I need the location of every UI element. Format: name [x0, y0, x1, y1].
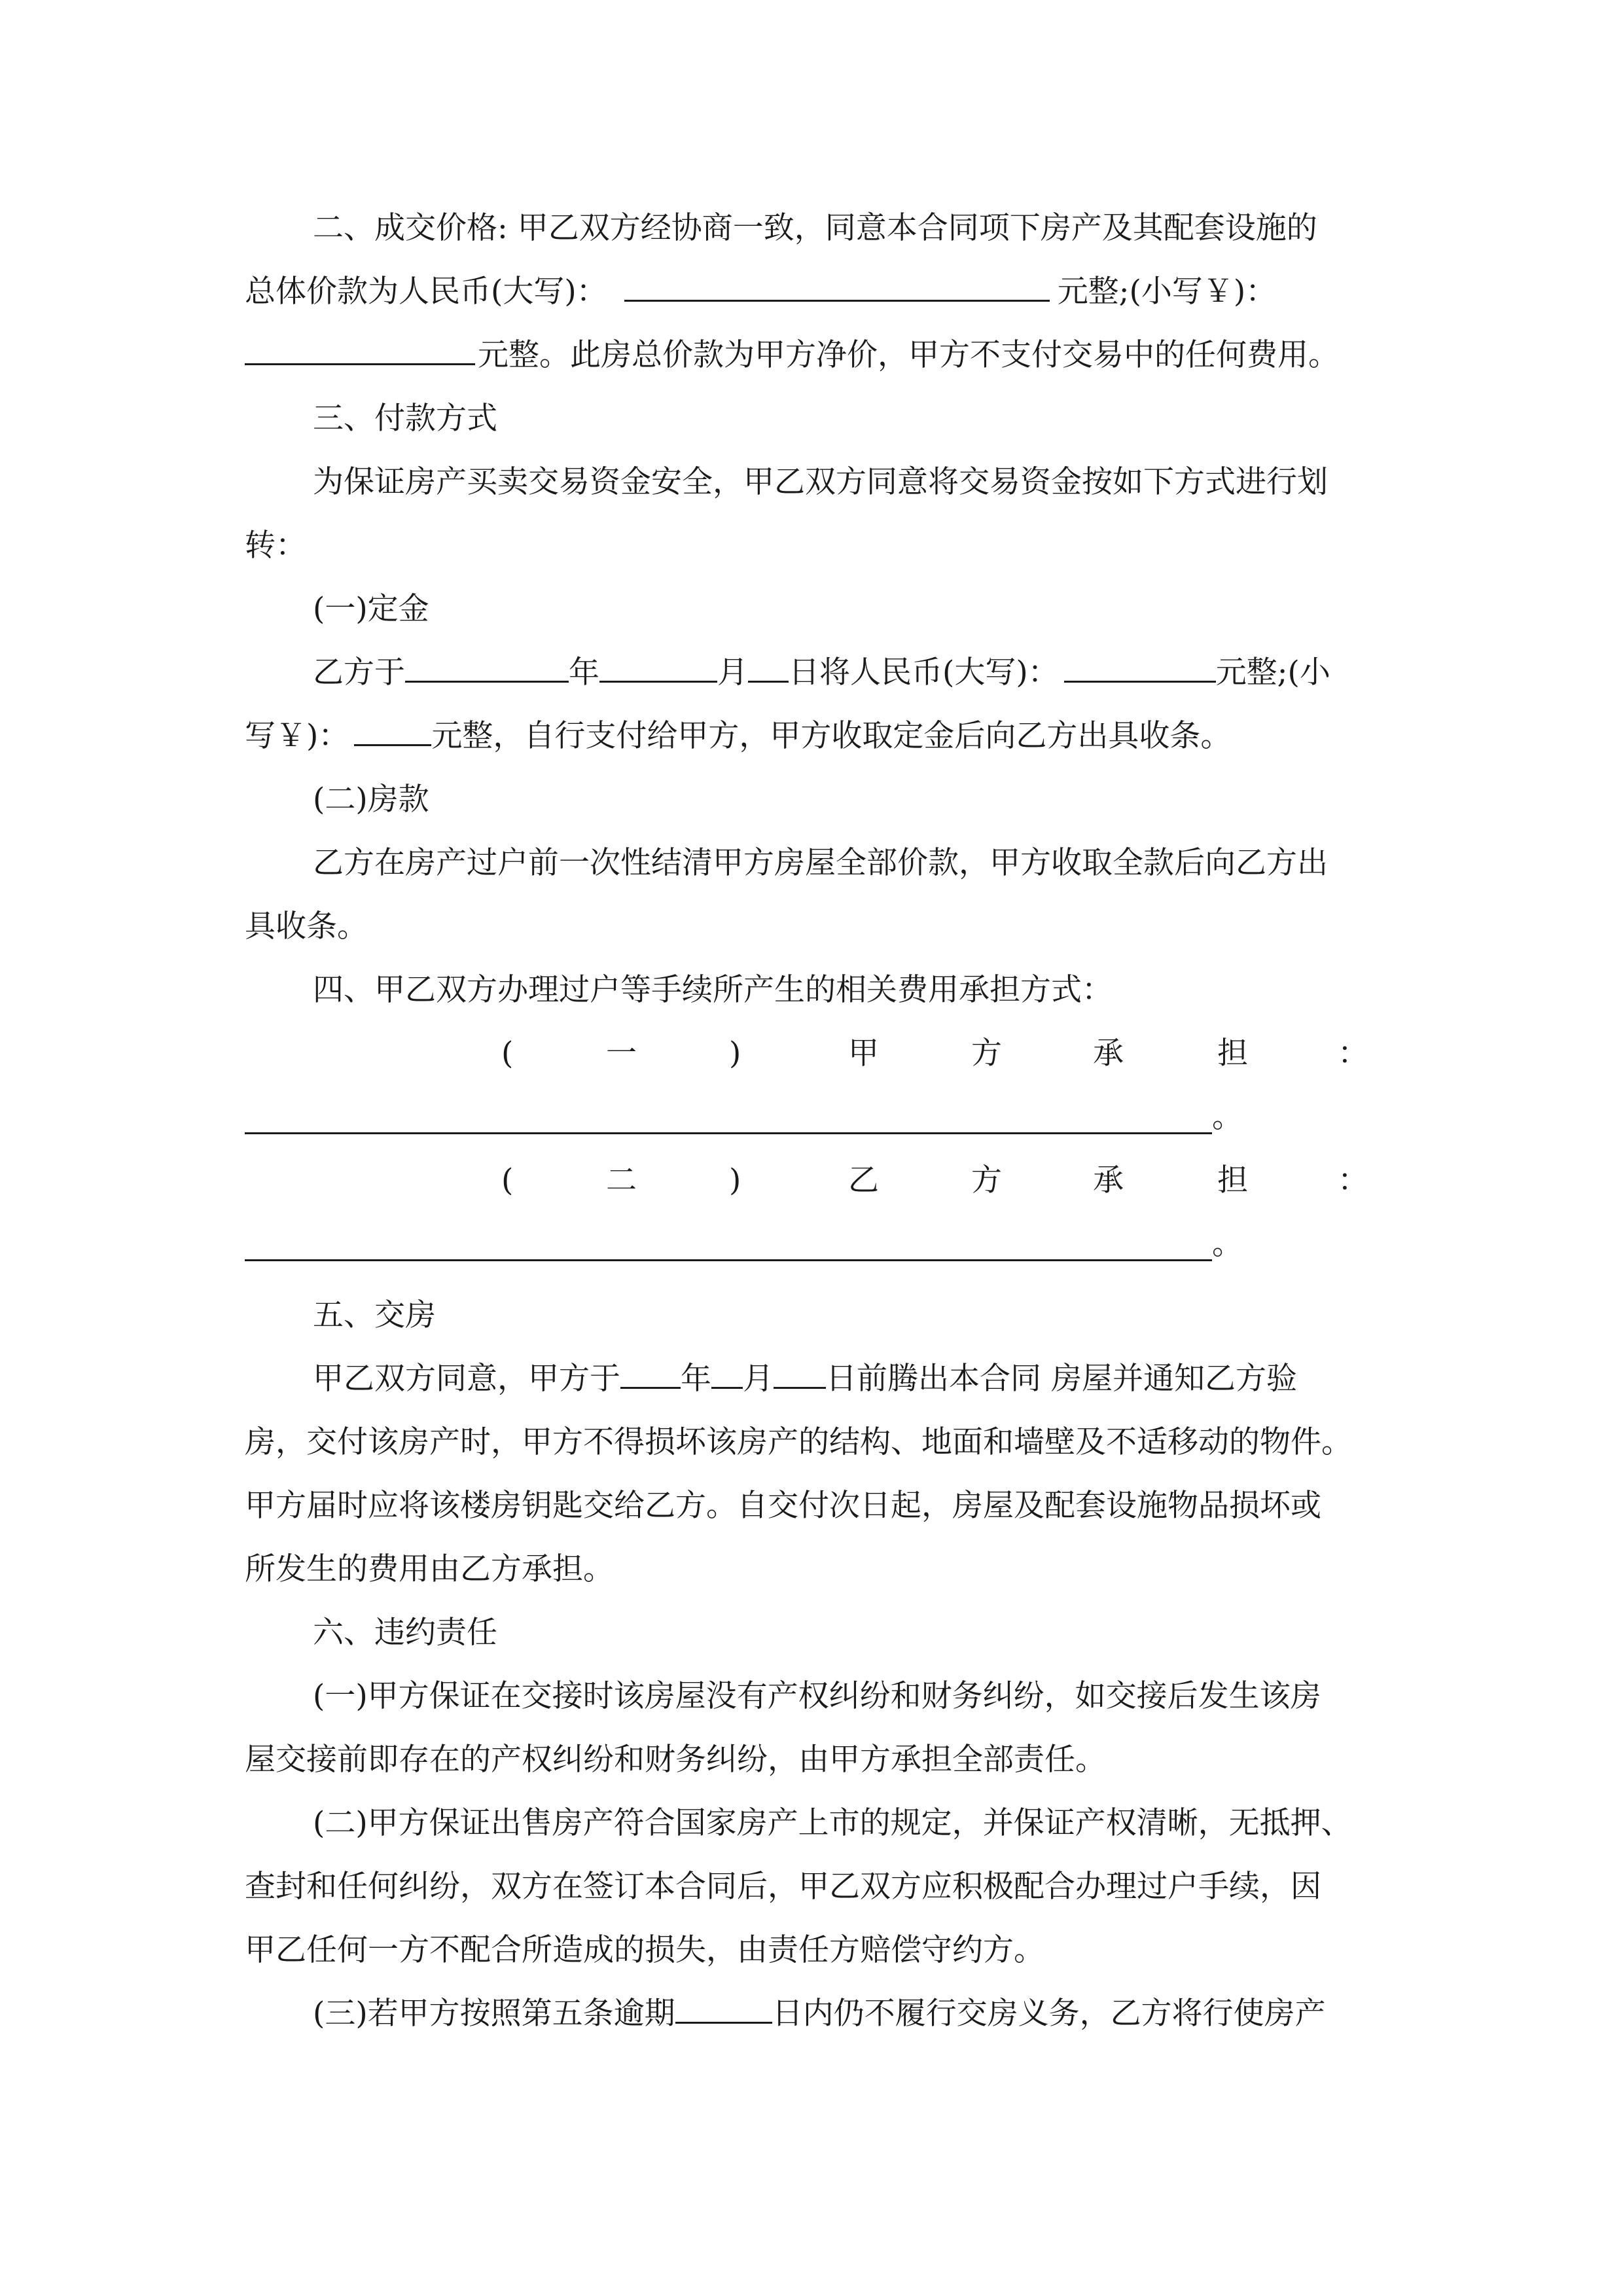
text: 元整;(小 [1215, 655, 1330, 691]
text: 房，交付该房产时，甲方不得损坏该房产的结构、地面和墙壁及不适移动的物件。 [245, 1424, 1352, 1460]
text: 二、成交价格: 甲乙双方经协商一致，同意本合同项下房产及其配套设施的 [313, 210, 1317, 246]
blank-handover-month[interactable] [711, 1352, 743, 1389]
text: 元整;(小写￥)： [1057, 274, 1277, 310]
text: 年 [569, 655, 599, 691]
text: (三)若甲方按照第五条逾期 [313, 1996, 675, 2032]
blank-deposit-month[interactable] [599, 645, 717, 683]
payment-line-2 [245, 895, 1383, 958]
text: 总体价款为人民币(大写)： [245, 274, 607, 310]
text: 二 [606, 1162, 637, 1198]
text: 屋交接前即存在的产权纠纷和财务纠纷，由甲方承担全部责任。 [245, 1742, 1106, 1778]
text: 年 [681, 1361, 711, 1397]
text: 甲方届时应将该楼房钥匙交给乙方。自交付次日起，房屋及配套设施物品损坏或 [245, 1488, 1321, 1524]
clause-4-line-1 [313, 958, 1383, 1022]
heading-deposit [313, 577, 1383, 641]
text: (二)房款 [313, 781, 429, 817]
text: 四、甲乙双方办理过户等手续所产生的相关费用承担方式： [313, 972, 1113, 1008]
blank-handover-year[interactable] [620, 1352, 681, 1389]
text: 甲乙双方同意，甲方于 [313, 1361, 620, 1397]
underline [245, 1132, 1212, 1134]
text: (二)甲方保证出售房产符合国家房产上市的规定，并保证产权清晰，无抵押、 [313, 1805, 1352, 1841]
clause-5-line-1 [313, 1347, 1383, 1410]
text: ( [501, 1162, 514, 1198]
text: ) [729, 1035, 741, 1071]
clause-3-line-2 [245, 514, 1383, 577]
text: 日前腾出本合同 房屋并通知乙方验 [826, 1361, 1297, 1397]
text: ( [501, 1035, 514, 1071]
blank-deposit-lowercase[interactable] [354, 709, 431, 746]
blank-deposit-uppercase[interactable] [1064, 645, 1216, 683]
text: 承 [1093, 1035, 1124, 1071]
text: 乙 [848, 1162, 879, 1198]
blank-deposit-year[interactable] [405, 645, 569, 683]
text: 日将人民币(大写)： [789, 655, 1059, 691]
text: 元整。此房总价款为甲方净价，甲方不支付交易中的任何费用。 [478, 337, 1339, 373]
text: 五、交房 [313, 1297, 436, 1333]
text: 所发生的费用由乙方承担。 [245, 1551, 614, 1587]
text: 月 [743, 1361, 774, 1397]
clause-6-2-line-3 [245, 1918, 1383, 1982]
heading-clause-6 [313, 1601, 1383, 1664]
text: 乙方于 [313, 655, 405, 691]
text: 转： [245, 528, 306, 564]
underline [245, 1259, 1212, 1261]
clause-5-line-3 [245, 1474, 1383, 1537]
clause-6-3-line-1 [313, 1982, 1383, 2045]
blank-total-price-lowercase[interactable] [245, 328, 475, 365]
clause-2-line-3 [245, 323, 1383, 387]
deposit-line-1 [313, 641, 1383, 704]
clause-6-2-line-1 [313, 1791, 1383, 1855]
clause-5-line-4 [245, 1537, 1383, 1601]
text: 日内仍不履行交房义务，乙方将行使房产 [772, 1996, 1326, 2032]
text: 方 [971, 1035, 1002, 1071]
clause-6-1-line-1 [313, 1664, 1383, 1728]
blank-total-price-uppercase[interactable] [624, 264, 1050, 302]
heading-payment [313, 768, 1383, 831]
text: ： [1338, 1162, 1368, 1198]
text: 具收条。 [245, 908, 368, 944]
text: 一 [606, 1035, 637, 1071]
text: 承 [1093, 1162, 1124, 1198]
clause-6-2-line-2 [245, 1855, 1383, 1918]
text: 三、付款方式 [313, 401, 497, 437]
text: 六、违约责任 [313, 1615, 497, 1651]
text: 甲乙任何一方不配合所造成的损失，由责任方赔偿守约方。 [245, 1932, 1044, 1968]
text: (一)甲方保证在交接时该房屋没有产权纠纷和财务纠纷，如交接后发生该房 [313, 1678, 1321, 1714]
clause-3-line-1 [313, 450, 1383, 514]
text: 元整，自行支付给甲方，甲方收取定金后向乙方出具收条。 [431, 718, 1232, 754]
heading-clause-3 [313, 387, 1383, 450]
text: 查封和任何纠纷，双方在签订本合同后，甲乙双方应积极配合办理过户手续，因 [245, 1869, 1321, 1905]
text: 乙方在房产过户前一次性结清甲方房屋全部价款，甲方收取全款后向乙方出 [313, 845, 1328, 881]
text: 月 [717, 655, 748, 691]
deposit-line-2 [245, 704, 1383, 768]
blank-overdue-days[interactable] [675, 1986, 772, 2024]
text: ： [1338, 1035, 1368, 1071]
text: ) [729, 1162, 741, 1198]
blank-handover-day[interactable] [774, 1352, 826, 1389]
text: 方 [971, 1162, 1002, 1198]
text: 为保证房产买卖交易资金安全，甲乙双方同意将交易资金按如下方式进行划 [313, 464, 1328, 500]
clause-2-line-1 [313, 196, 1383, 260]
text: (一)定金 [313, 591, 429, 627]
heading-clause-5 [313, 1283, 1383, 1347]
clause-5-line-2 [245, 1410, 1383, 1474]
blank-deposit-day[interactable] [748, 645, 789, 683]
text: 担 [1217, 1035, 1248, 1071]
text: 甲 [848, 1035, 879, 1071]
clause-4-party-a-row [245, 1022, 1383, 1085]
clause-2-line-2 [245, 260, 1383, 323]
clause-4-party-b-row [245, 1149, 1383, 1212]
text: 担 [1217, 1162, 1248, 1198]
text: 写￥)： [245, 718, 349, 754]
payment-line-1 [313, 831, 1383, 895]
text: 。 [1212, 1099, 1243, 1135]
text: 。 [1212, 1226, 1243, 1262]
clause-6-1-line-2 [245, 1728, 1383, 1791]
